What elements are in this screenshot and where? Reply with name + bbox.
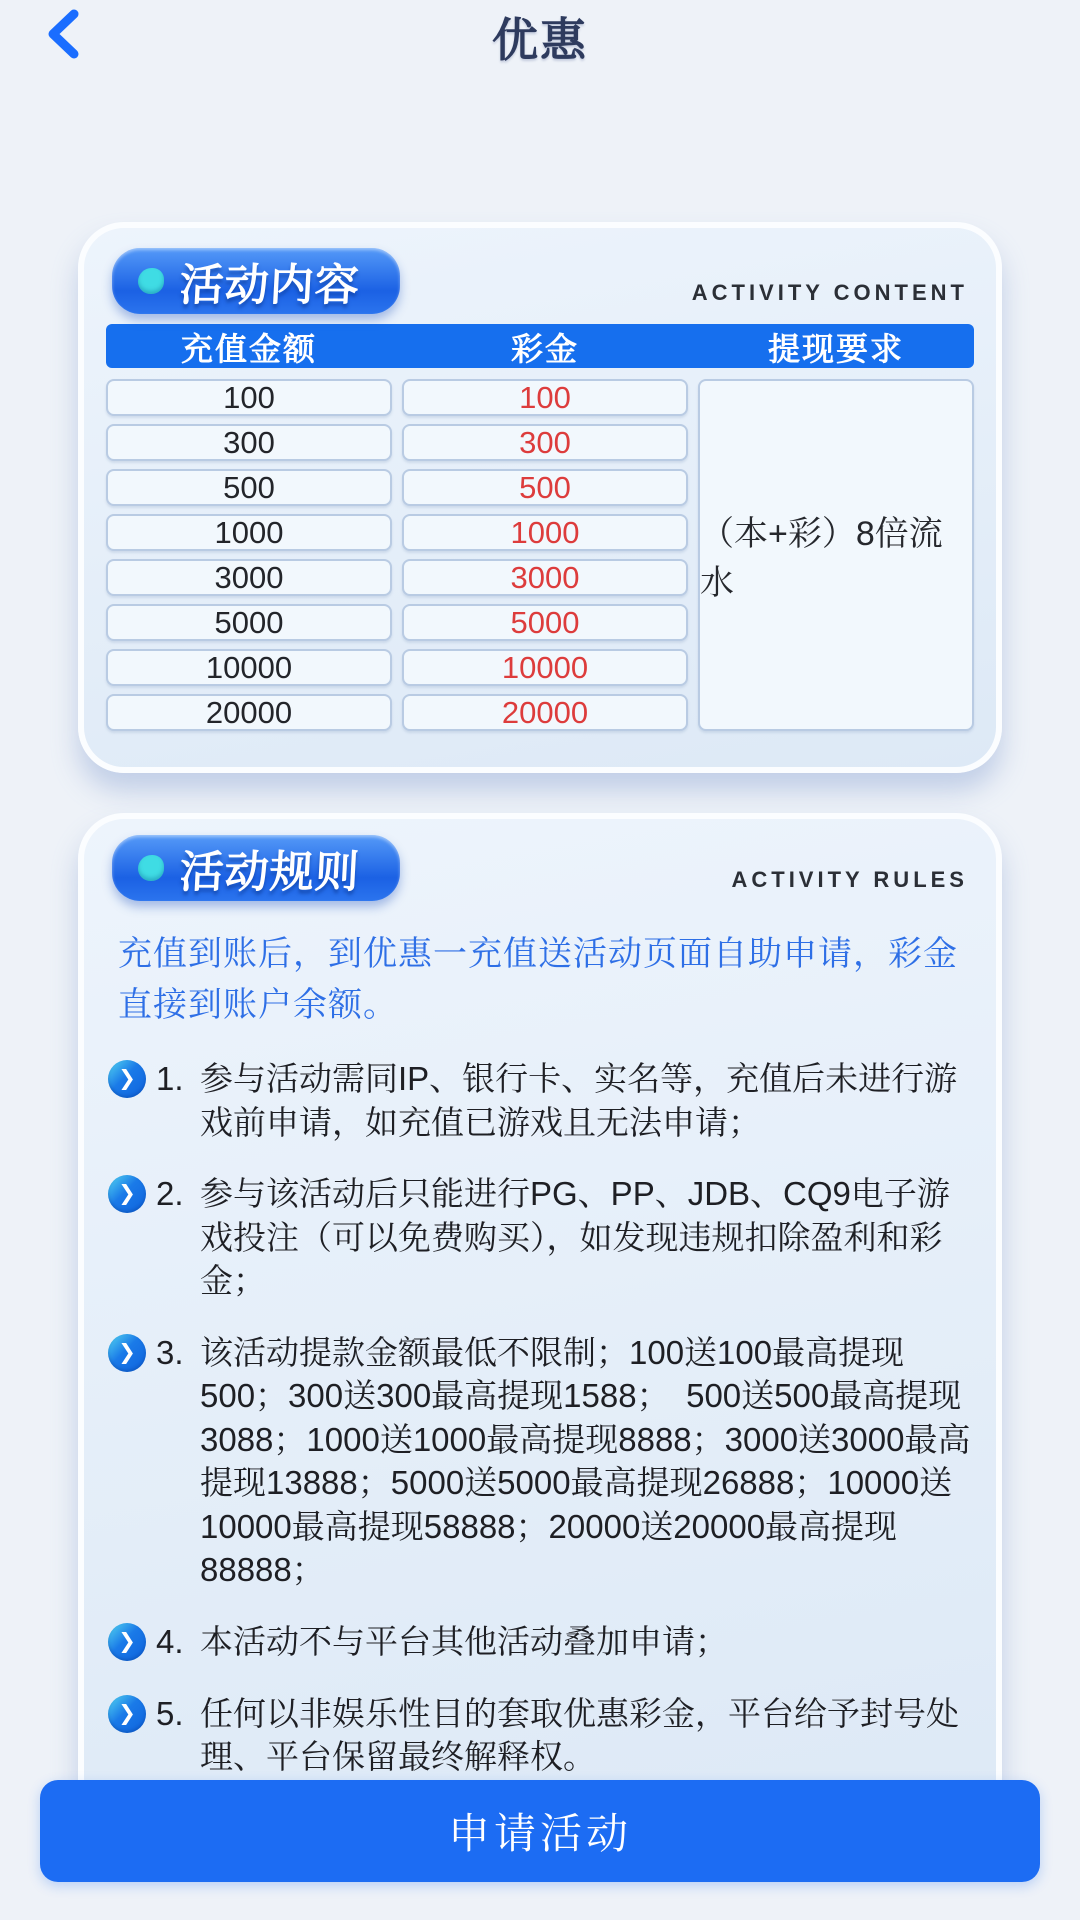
rule-number: 1.	[156, 1060, 184, 1097]
rule-item	[108, 1172, 972, 1303]
recharge-amount-cell: 5000	[106, 604, 392, 641]
rule-number: 3.	[156, 1333, 184, 1371]
badge-dot-icon	[138, 855, 164, 881]
activity-rules-badge	[112, 835, 400, 901]
activity-rules-header	[106, 835, 974, 901]
column-header-recharge-amount: 充值金额	[180, 331, 317, 367]
activity-content-badge-label: 活动内容	[178, 261, 362, 310]
activity-content-caption-en: ACTIVITY CONTENT	[691, 280, 968, 305]
promo-table-body	[106, 379, 974, 731]
bonus-cell: 100	[402, 379, 688, 416]
bonus-cell: 10000	[402, 649, 688, 686]
recharge-amount-cell: 500	[106, 469, 392, 506]
rule-text: 本活动不与平台其他活动叠加申请；	[200, 1623, 728, 1661]
activity-content-badge	[112, 248, 400, 314]
rule-text: 该活动提款金额最低不限制；100送100最高提现500；300送300最高提现1588； 500送500最高提现3088；1000送1000最高提现8888；3000送3000最高提现13888；5000送5000最高提现26888；10000送10000最高提现58888；20000送20000最高提现88888；	[200, 1333, 971, 1589]
badge-dot-icon	[138, 268, 164, 294]
bonus-cell: 1000	[402, 514, 688, 551]
column-header-withdraw-requirement: 提现要求	[767, 331, 904, 367]
rule-text: 参与活动需同IP、银行卡、实名等，充值后未进行游戏前申请，如充值已游戏且无法申请；	[200, 1060, 958, 1141]
activity-content-card	[78, 222, 1002, 773]
rule-item	[108, 1331, 972, 1592]
recharge-amount-cell: 10000	[106, 649, 392, 686]
back-button[interactable]	[34, 4, 94, 64]
chevron-left-icon	[42, 8, 86, 60]
recharge-amount-cell: 300	[106, 424, 392, 461]
chevron-right-circle-icon: ❯	[108, 1334, 146, 1372]
recharge-amount-cell: 100	[106, 379, 392, 416]
apply-activity-button[interactable]: 申请活动	[40, 1780, 1040, 1882]
chevron-right-circle-icon: ❯	[108, 1060, 146, 1098]
bonus-cell: 500	[402, 469, 688, 506]
rule-number: 5.	[156, 1694, 184, 1732]
rule-text: 任何以非娱乐性目的套取优惠彩金，平台给予封号处理、平台保留最终解释权。	[200, 1694, 959, 1776]
chevron-right-circle-icon: ❯	[108, 1695, 146, 1733]
activity-content-header	[106, 248, 974, 314]
rules-intro-text: 充值到账后，到优惠一充值送活动页面自助申请，彩金直接到账户余额。	[118, 935, 958, 1024]
recharge-amount-cell: 3000	[106, 559, 392, 596]
chevron-right-circle-icon: ❯	[108, 1175, 146, 1213]
column-header-bonus: 彩金	[510, 331, 579, 367]
promo-table-header	[106, 324, 974, 368]
bonus-cell: 300	[402, 424, 688, 461]
rule-item	[108, 1692, 972, 1779]
app-bar	[0, 0, 1080, 74]
rule-item	[108, 1620, 972, 1664]
activity-rules-card	[78, 813, 1002, 1839]
recharge-amount-cell: 1000	[106, 514, 392, 551]
bonus-cell: 5000	[402, 604, 688, 641]
activity-rules-caption-en: ACTIVITY RULES	[731, 867, 968, 892]
rule-item	[108, 1057, 972, 1144]
bonus-cell: 3000	[402, 559, 688, 596]
bonus-cell: 20000	[402, 694, 688, 731]
withdraw-requirement-cell: （本+彩）8倍流水	[698, 379, 974, 731]
activity-rules-badge-label: 活动规则	[178, 848, 362, 897]
rule-number: 4.	[156, 1623, 184, 1661]
rule-number: 2.	[156, 1175, 184, 1213]
recharge-amount-cell: 20000	[106, 694, 392, 731]
page-title: 优惠	[492, 14, 588, 66]
chevron-right-circle-icon: ❯	[108, 1623, 146, 1661]
rule-text: 参与该活动后只能进行PG、PP、JDB、CQ9电子游戏投注（可以免费购买），如发现违规扣除盈利和彩金；	[200, 1175, 950, 1300]
rules-list	[108, 1057, 972, 1779]
